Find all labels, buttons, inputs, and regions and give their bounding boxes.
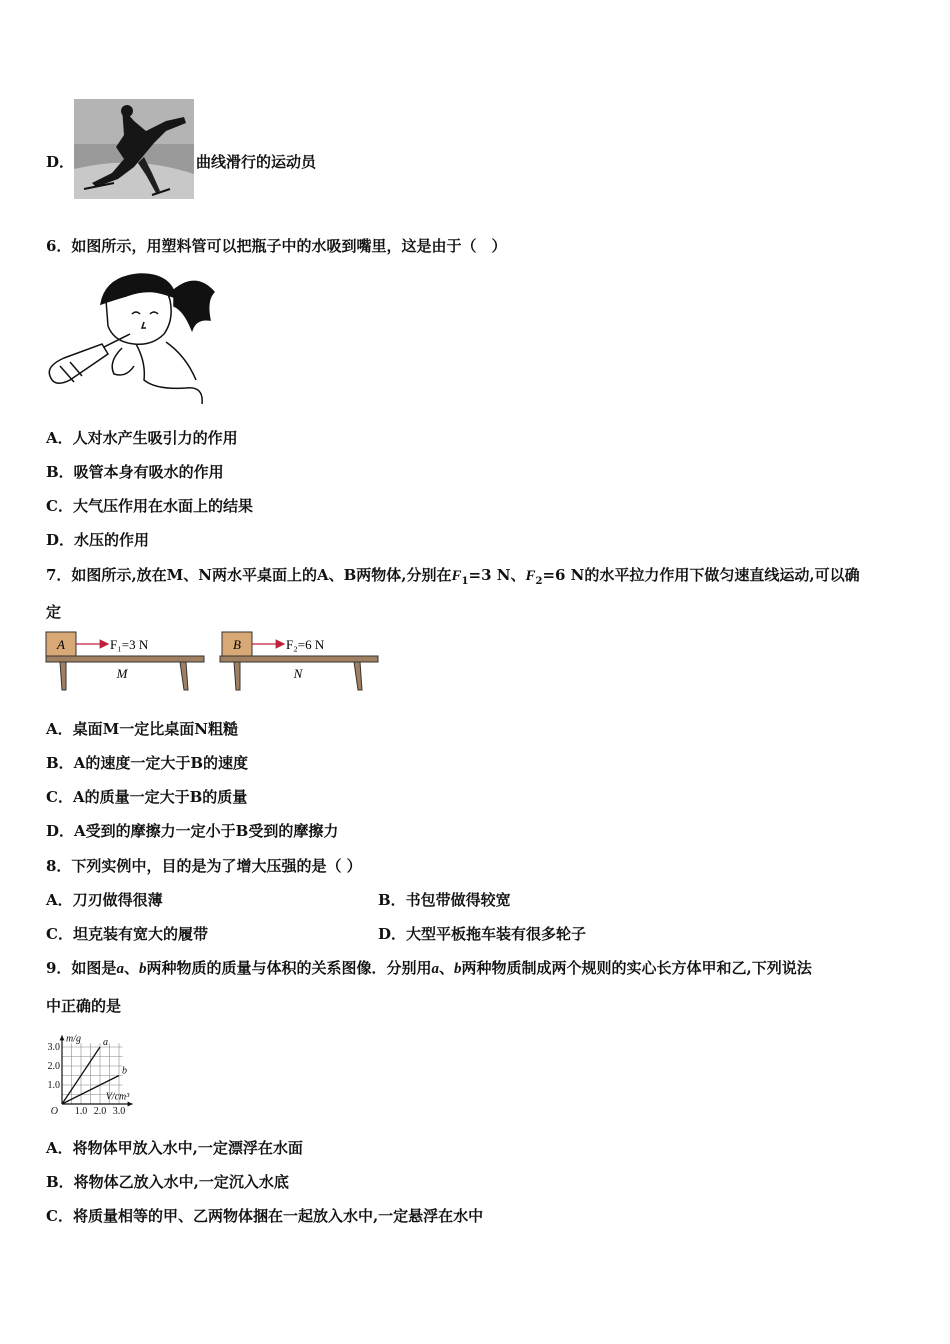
- y-axis-label: m/g: [66, 1033, 81, 1045]
- q9-var-a: a: [116, 961, 124, 977]
- y-axis-arrow: [60, 1035, 65, 1040]
- q6-stem: 6．如图所示，用塑料管可以把瓶子中的水吸到嘴里，这是由于（ ）: [46, 237, 507, 255]
- series-label-a: a: [103, 1037, 108, 1048]
- q9-var-b: b: [138, 961, 147, 977]
- q6-option-a: A．人对水产生吸引力的作用: [46, 429, 238, 447]
- q7-stem: [46, 565, 860, 592]
- table-n-leg-left: [234, 662, 240, 690]
- skater-photo: [74, 99, 194, 199]
- q7-f1-symbol: F: [451, 568, 462, 584]
- x-tick-label: 2.0: [93, 1106, 107, 1114]
- series-label-b: b: [122, 1065, 127, 1077]
- q6-option-c: C．大气压作用在水面上的结果: [46, 497, 253, 515]
- table-m-label: M: [116, 666, 128, 681]
- q9-var-a-2: a: [431, 961, 439, 977]
- q8-option-b: B．书包带做得较宽: [378, 891, 511, 909]
- q9-stem: [46, 958, 812, 979]
- q8-option-d: D．大型平板拖车装有很多轮子: [378, 925, 587, 943]
- table-m-leg-right: [180, 662, 188, 690]
- mass-volume-chart: [44, 1024, 164, 1114]
- q5-option-d-text: 曲线滑行的运动员: [196, 153, 317, 171]
- q9-stem-part4: 、: [438, 959, 454, 977]
- q9-stem-part3: 两种物质的质量与体积的关系图像．分别用: [146, 959, 432, 977]
- y-tick-label: 1.0: [47, 1080, 60, 1091]
- q8-option-c: C．坦克装有宽大的履带: [46, 925, 208, 943]
- x-tick-label: 1.0: [74, 1106, 88, 1114]
- q7-option-c: C．A的质量一定大于B的质量: [46, 788, 248, 806]
- q7-f1-subscript: 1: [461, 576, 469, 587]
- q7-f2-symbol: F: [525, 568, 536, 584]
- q7-f1-value: =3 N、: [468, 566, 526, 584]
- q9-stem-part5: 两种物质制成两个规则的实心长方体甲和乙,下列说法: [461, 959, 812, 977]
- table-n-label: N: [293, 666, 303, 681]
- q7-stem-cont: 定: [46, 603, 62, 621]
- q6-option-b: B．吸管本身有吸水的作用: [46, 463, 224, 481]
- q9-var-b-2: b: [453, 961, 462, 977]
- force-a-label: F₁=3 N: [110, 637, 149, 652]
- q8-stem: 8．下列实例中，目的是为了增大压强的是（ ）: [46, 857, 362, 875]
- q7-option-d: D．A受到的摩擦力一定小于B受到的摩擦力: [46, 822, 339, 840]
- q7-stem-part1: 7．如图所示,放在M、N两水平桌面上的A、B两物体,分别在: [46, 566, 452, 584]
- q7-option-b: B．A的速度一定大于B的速度: [46, 754, 248, 772]
- force-b-label: F₂=6 N: [286, 637, 325, 652]
- q9-stem-part2: 、: [123, 959, 139, 977]
- q9-stem-part1: 9．如图是: [46, 959, 117, 977]
- q7-f2-value: =6 N的水平拉力作用下做匀速直线运动,可以确: [542, 566, 860, 584]
- q9-option-c: C．将质量相等的甲、乙两物体捆在一起放入水中,一定悬浮在水中: [46, 1207, 484, 1225]
- q7-tables-figure: [44, 630, 384, 694]
- q7-f2-subscript: 2: [535, 576, 543, 587]
- x-axis-label: V/cm³: [105, 1091, 130, 1103]
- table-n-top: [220, 656, 378, 662]
- table-m-leg-left: [60, 662, 66, 690]
- block-a-label: A: [57, 637, 65, 652]
- table-n-leg-right: [354, 662, 362, 690]
- y-tick-label: 3.0: [47, 1042, 60, 1053]
- q8-option-a: A．刀刃做得很薄: [46, 891, 163, 909]
- q9-option-b: B．将物体乙放入水中,一定沉入水底: [46, 1173, 289, 1191]
- q9-option-a: A．将物体甲放入水中,一定漂浮在水面: [46, 1139, 303, 1157]
- x-tick-label: 3.0: [112, 1106, 126, 1114]
- origin-label: O: [50, 1106, 58, 1114]
- y-tick-label: 2.0: [47, 1061, 60, 1072]
- q5-option-d: [46, 152, 316, 172]
- block-b-label: B: [233, 637, 241, 652]
- q5-option-d-label: D．: [46, 153, 75, 171]
- table-m-top: [46, 656, 204, 662]
- x-axis-arrow: [128, 1102, 133, 1107]
- girl-drinking-figure: [46, 270, 218, 408]
- q9-stem-cont: 中正确的是: [46, 997, 122, 1015]
- q6-option-d: D．水压的作用: [46, 531, 150, 549]
- q7-option-a: A．桌面M一定比桌面N粗糙: [46, 720, 238, 738]
